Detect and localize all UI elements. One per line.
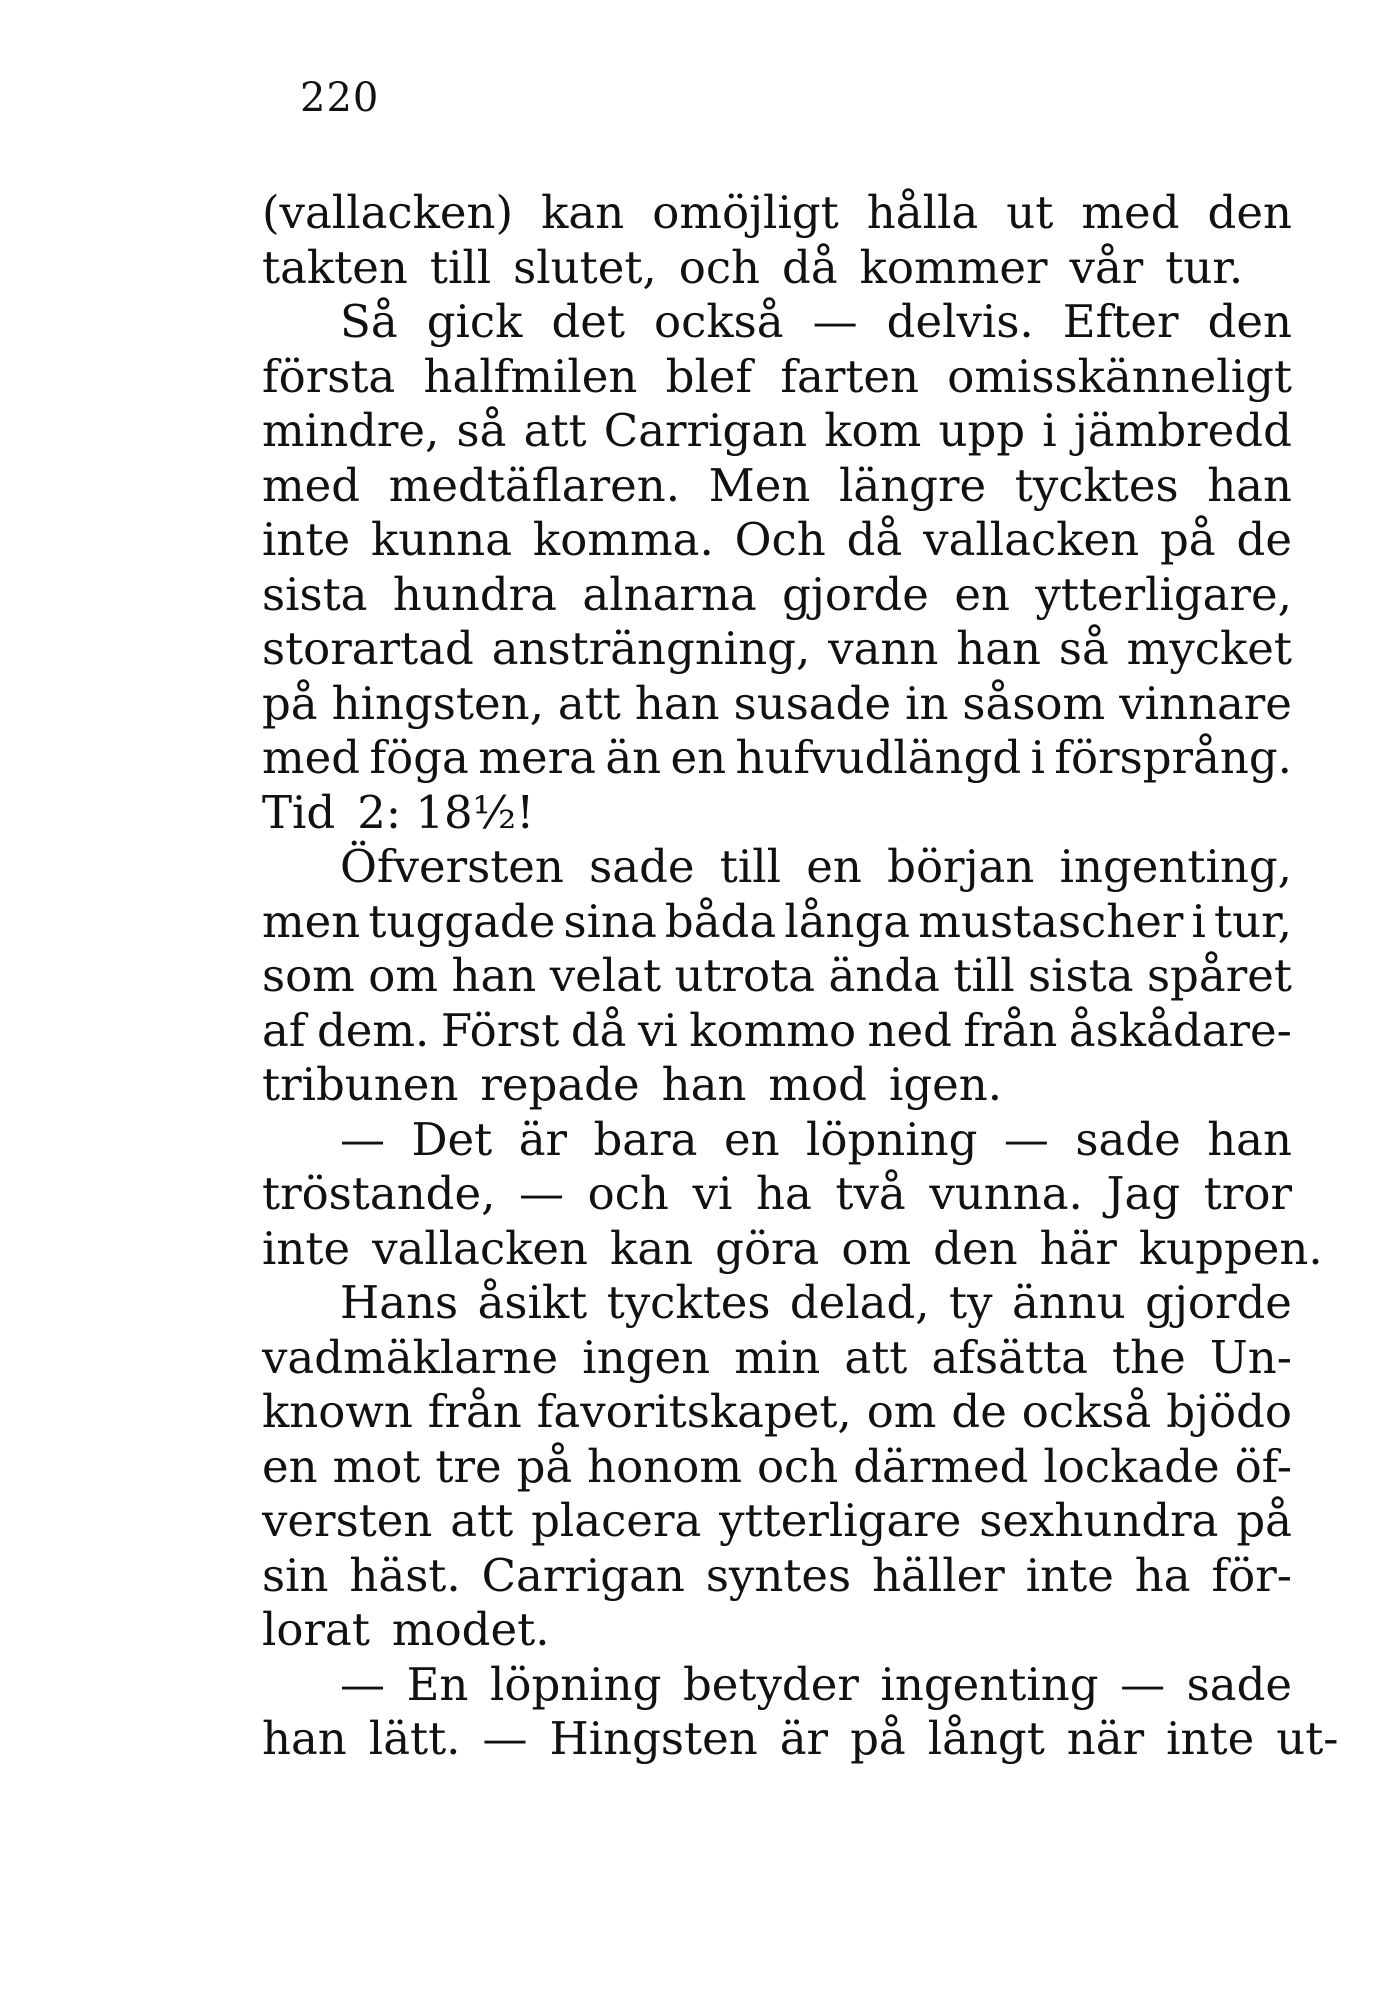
word: en	[262, 1439, 318, 1493]
word: Det	[411, 1112, 493, 1166]
word: Un-	[1209, 1330, 1292, 1384]
word: åskådare-	[1068, 1003, 1292, 1057]
word: —	[340, 1657, 385, 1711]
word: mustascher	[918, 894, 1184, 948]
word: att	[523, 404, 587, 457]
word: på	[262, 676, 318, 730]
word: honom	[587, 1439, 742, 1493]
word: ut	[1006, 186, 1054, 239]
word: tycktes	[1014, 458, 1179, 512]
word: öf-	[1234, 1439, 1292, 1493]
word: Carrigan	[603, 404, 808, 457]
text-line	[262, 1113, 1292, 1168]
word: storartad	[262, 622, 474, 675]
word: det	[551, 295, 625, 348]
word: —	[519, 1167, 565, 1220]
word: sade	[589, 840, 695, 893]
word: om	[368, 949, 439, 1002]
word: vann	[828, 622, 939, 675]
word: delvis.	[886, 295, 1034, 348]
word: ytterligare,	[1035, 567, 1292, 621]
word: known	[262, 1385, 413, 1438]
word: han	[956, 622, 1042, 675]
word: än	[605, 731, 662, 784]
word: på	[850, 1712, 906, 1765]
word: på	[516, 1439, 573, 1493]
word: utrota	[674, 949, 816, 1002]
word: —	[812, 295, 858, 348]
text-line	[262, 840, 1292, 895]
word: ned	[867, 1003, 952, 1057]
word: till	[953, 949, 1015, 1002]
word: ytterligare	[719, 1494, 962, 1547]
word: ingen	[582, 1330, 711, 1384]
word: och	[756, 1439, 839, 1493]
word: början	[887, 840, 1035, 893]
word: lorat	[262, 1603, 370, 1656]
word: som	[262, 949, 355, 1002]
text-line	[262, 1058, 1292, 1113]
word: vadmäklarne	[262, 1330, 559, 1384]
word: kan	[610, 1221, 694, 1275]
word: den	[933, 1221, 1018, 1275]
word: mycket	[1126, 622, 1292, 675]
word: betyder	[682, 1657, 859, 1711]
text-line	[262, 1221, 1323, 1277]
text-line	[262, 677, 1292, 732]
word: på	[1160, 513, 1216, 566]
text-line	[262, 1167, 1292, 1222]
word: inte	[262, 1221, 351, 1275]
word: löpning	[489, 1657, 662, 1711]
word: till	[719, 840, 782, 893]
word: han	[1207, 1112, 1292, 1166]
word: Så	[340, 295, 398, 348]
word: Först	[440, 1003, 560, 1057]
word: Öfversten	[340, 840, 564, 893]
word: hingsten,	[331, 676, 544, 730]
word: afsätta	[931, 1330, 1088, 1384]
word: Hans	[340, 1276, 459, 1329]
word: vallacken	[923, 513, 1140, 566]
text-line	[262, 1603, 1292, 1658]
word: sista	[1028, 949, 1134, 1002]
word: En	[406, 1657, 469, 1711]
word: en	[723, 1112, 780, 1166]
word: —	[482, 1712, 528, 1765]
word: till	[429, 240, 492, 294]
word: hundra	[392, 567, 557, 621]
word: med	[1081, 186, 1180, 239]
word: i	[1030, 731, 1045, 784]
word: slutet,	[513, 240, 657, 294]
word: då	[570, 1003, 627, 1057]
word: sade	[1075, 1112, 1181, 1166]
word: från	[427, 1385, 522, 1438]
word: tycktes	[606, 1276, 771, 1329]
word: därmed	[853, 1439, 1029, 1493]
word: att	[557, 676, 621, 730]
word: en	[954, 567, 1010, 621]
word: mindre,	[262, 404, 440, 457]
word: från	[963, 1003, 1058, 1057]
word: häller	[872, 1548, 1005, 1602]
word: vi	[637, 1003, 678, 1057]
text-line	[262, 731, 1292, 786]
text-line	[262, 786, 1292, 841]
word: ingenting,	[1059, 840, 1292, 893]
word: medtäflaren.	[388, 458, 681, 512]
text-line	[262, 1658, 1292, 1713]
text-line	[262, 459, 1292, 514]
word: då	[846, 513, 903, 566]
word: favoritskapet,	[536, 1385, 852, 1438]
text-line	[262, 1276, 1292, 1331]
word: så	[456, 404, 507, 457]
word: en	[806, 840, 862, 893]
word: versten	[262, 1494, 433, 1547]
word: inte	[1166, 1712, 1255, 1765]
text-line	[262, 1331, 1292, 1386]
page-number: 220	[300, 75, 380, 121]
word: han	[634, 676, 720, 730]
word: tre	[435, 1439, 502, 1493]
word: vår	[1069, 240, 1144, 294]
word: så	[1058, 622, 1109, 675]
word: sexhundra	[979, 1494, 1219, 1547]
word: sin	[262, 1548, 329, 1602]
word: att	[844, 1330, 908, 1384]
word: tur,	[1214, 894, 1292, 948]
word: ingenting	[880, 1657, 1099, 1711]
text-line	[262, 1712, 1339, 1767]
word: om	[841, 1221, 912, 1275]
word: om	[866, 1385, 937, 1438]
word: är	[518, 1112, 568, 1166]
word: takten	[262, 240, 408, 294]
text-line	[262, 1494, 1292, 1549]
word: kommo	[689, 1003, 857, 1057]
word: vi	[692, 1167, 733, 1220]
word: delad,	[789, 1276, 930, 1329]
word: mera	[478, 731, 596, 784]
word: i	[1042, 404, 1057, 457]
word: kommer	[859, 240, 1048, 294]
word: Men	[708, 458, 811, 512]
word: alnarna	[582, 567, 757, 621]
word: komma.	[532, 513, 714, 566]
text-line	[262, 350, 1292, 405]
word: omisskänneligt	[947, 349, 1292, 403]
text-line	[262, 404, 1292, 459]
word: susade	[733, 676, 892, 730]
word: sade	[1186, 1657, 1292, 1711]
word: kan	[541, 186, 625, 239]
text-line	[262, 186, 1292, 241]
word: Tid	[262, 785, 336, 839]
word: Efter	[1062, 295, 1179, 348]
text-line	[262, 622, 1292, 677]
word: långt	[927, 1712, 1045, 1765]
word: kunna	[370, 513, 513, 566]
word: då	[782, 240, 838, 294]
word: långa	[784, 894, 911, 948]
word: inte	[262, 513, 351, 566]
word: också	[654, 295, 784, 348]
text-line	[262, 241, 1292, 296]
word: han	[1207, 458, 1292, 512]
word: de	[1236, 513, 1292, 566]
word: —	[1120, 1657, 1166, 1711]
word: ut-	[1276, 1712, 1339, 1765]
word: när	[1066, 1712, 1145, 1765]
word: in	[905, 676, 949, 730]
word: modet.	[391, 1603, 550, 1656]
word: löpning	[806, 1112, 978, 1166]
word: inte	[1025, 1548, 1114, 1602]
word: —	[340, 1112, 385, 1166]
word: häst.	[349, 1548, 461, 1602]
word: och	[678, 240, 761, 294]
word: de	[951, 1385, 1007, 1438]
text-line	[262, 895, 1292, 950]
word: gick	[426, 295, 523, 348]
word: längre	[838, 458, 987, 512]
word: placera	[531, 1494, 702, 1547]
body-text	[262, 186, 1339, 1767]
word: såsom	[962, 676, 1106, 730]
word: ännu	[1011, 1276, 1126, 1329]
word: mod	[768, 1058, 867, 1111]
word: tror	[1203, 1167, 1292, 1220]
word: tur.	[1165, 240, 1244, 294]
word: men	[262, 894, 361, 948]
word: velat	[549, 949, 662, 1002]
word: han	[661, 1058, 747, 1111]
word: 2: 18½!	[357, 785, 535, 839]
word: två	[835, 1167, 906, 1220]
word: med	[262, 458, 361, 512]
text-line	[262, 1549, 1292, 1604]
word: —	[1003, 1112, 1049, 1166]
word: upp	[938, 404, 1026, 457]
word: tuggade	[368, 894, 556, 948]
text-line	[262, 1440, 1292, 1495]
word: gjorde	[1145, 1276, 1292, 1329]
word: repade	[480, 1058, 640, 1111]
word: med	[262, 731, 361, 784]
text-line	[262, 568, 1292, 623]
word: en	[670, 731, 727, 784]
word: hufvudlängd	[735, 731, 1022, 784]
word: här	[1039, 1221, 1117, 1275]
word: min	[734, 1330, 821, 1384]
word: dem.	[316, 1003, 430, 1057]
word: vallacken	[372, 1221, 589, 1275]
word: omöjligt	[652, 186, 839, 239]
word: af	[262, 1003, 306, 1057]
word: bjödo	[1166, 1385, 1292, 1438]
word: blef	[665, 349, 753, 403]
word: Jag	[1106, 1167, 1181, 1220]
word: tribunen	[262, 1058, 459, 1111]
word: syntes	[705, 1548, 852, 1602]
text-line	[262, 1385, 1292, 1440]
word: mot	[332, 1439, 421, 1493]
word: spåret	[1146, 949, 1292, 1002]
word: föga	[369, 731, 469, 784]
word: också	[1021, 1385, 1152, 1438]
word: den	[1207, 295, 1292, 348]
word: ha	[755, 1167, 812, 1220]
word: lätt.	[368, 1712, 461, 1765]
word: halfmilen	[423, 349, 638, 403]
word: ansträngning,	[491, 622, 811, 675]
word: Och	[734, 513, 826, 566]
word: ty	[949, 1276, 993, 1329]
word: är	[779, 1712, 829, 1765]
word: the	[1112, 1330, 1186, 1384]
word: båda	[664, 894, 777, 948]
word: han	[451, 949, 537, 1002]
word: farten	[780, 349, 920, 403]
word: sina	[563, 894, 657, 948]
text-line	[262, 949, 1292, 1004]
word: han	[262, 1712, 347, 1765]
word: i	[1191, 894, 1206, 948]
word: ha	[1134, 1548, 1191, 1602]
word: jämbredd	[1073, 404, 1292, 457]
word: första	[262, 349, 396, 403]
word: på	[1236, 1494, 1292, 1547]
word: gjorde	[782, 567, 929, 621]
word: bara	[593, 1112, 698, 1166]
word: och	[587, 1167, 669, 1220]
word: tröstande,	[262, 1167, 496, 1220]
word: för-	[1211, 1548, 1292, 1602]
word: den	[1207, 186, 1292, 239]
word: (vallacken)	[262, 186, 514, 239]
word: Hingsten	[549, 1712, 758, 1765]
word: Carrigan	[481, 1548, 685, 1602]
word: vinnare	[1119, 676, 1292, 730]
word: igen.	[888, 1058, 1003, 1111]
word: hålla	[866, 186, 979, 239]
word: att	[450, 1494, 514, 1547]
word: vunna.	[929, 1167, 1083, 1220]
word: göra	[715, 1221, 820, 1275]
word: lockade	[1043, 1439, 1220, 1493]
word: kuppen.	[1138, 1221, 1323, 1275]
text-line	[262, 1004, 1292, 1059]
word: ända	[828, 949, 940, 1002]
text-line	[262, 295, 1292, 350]
word: försprång.	[1054, 731, 1292, 784]
word: åsikt	[477, 1276, 588, 1329]
word: sista	[262, 567, 368, 621]
word: kom	[824, 404, 922, 457]
text-line	[262, 513, 1292, 568]
